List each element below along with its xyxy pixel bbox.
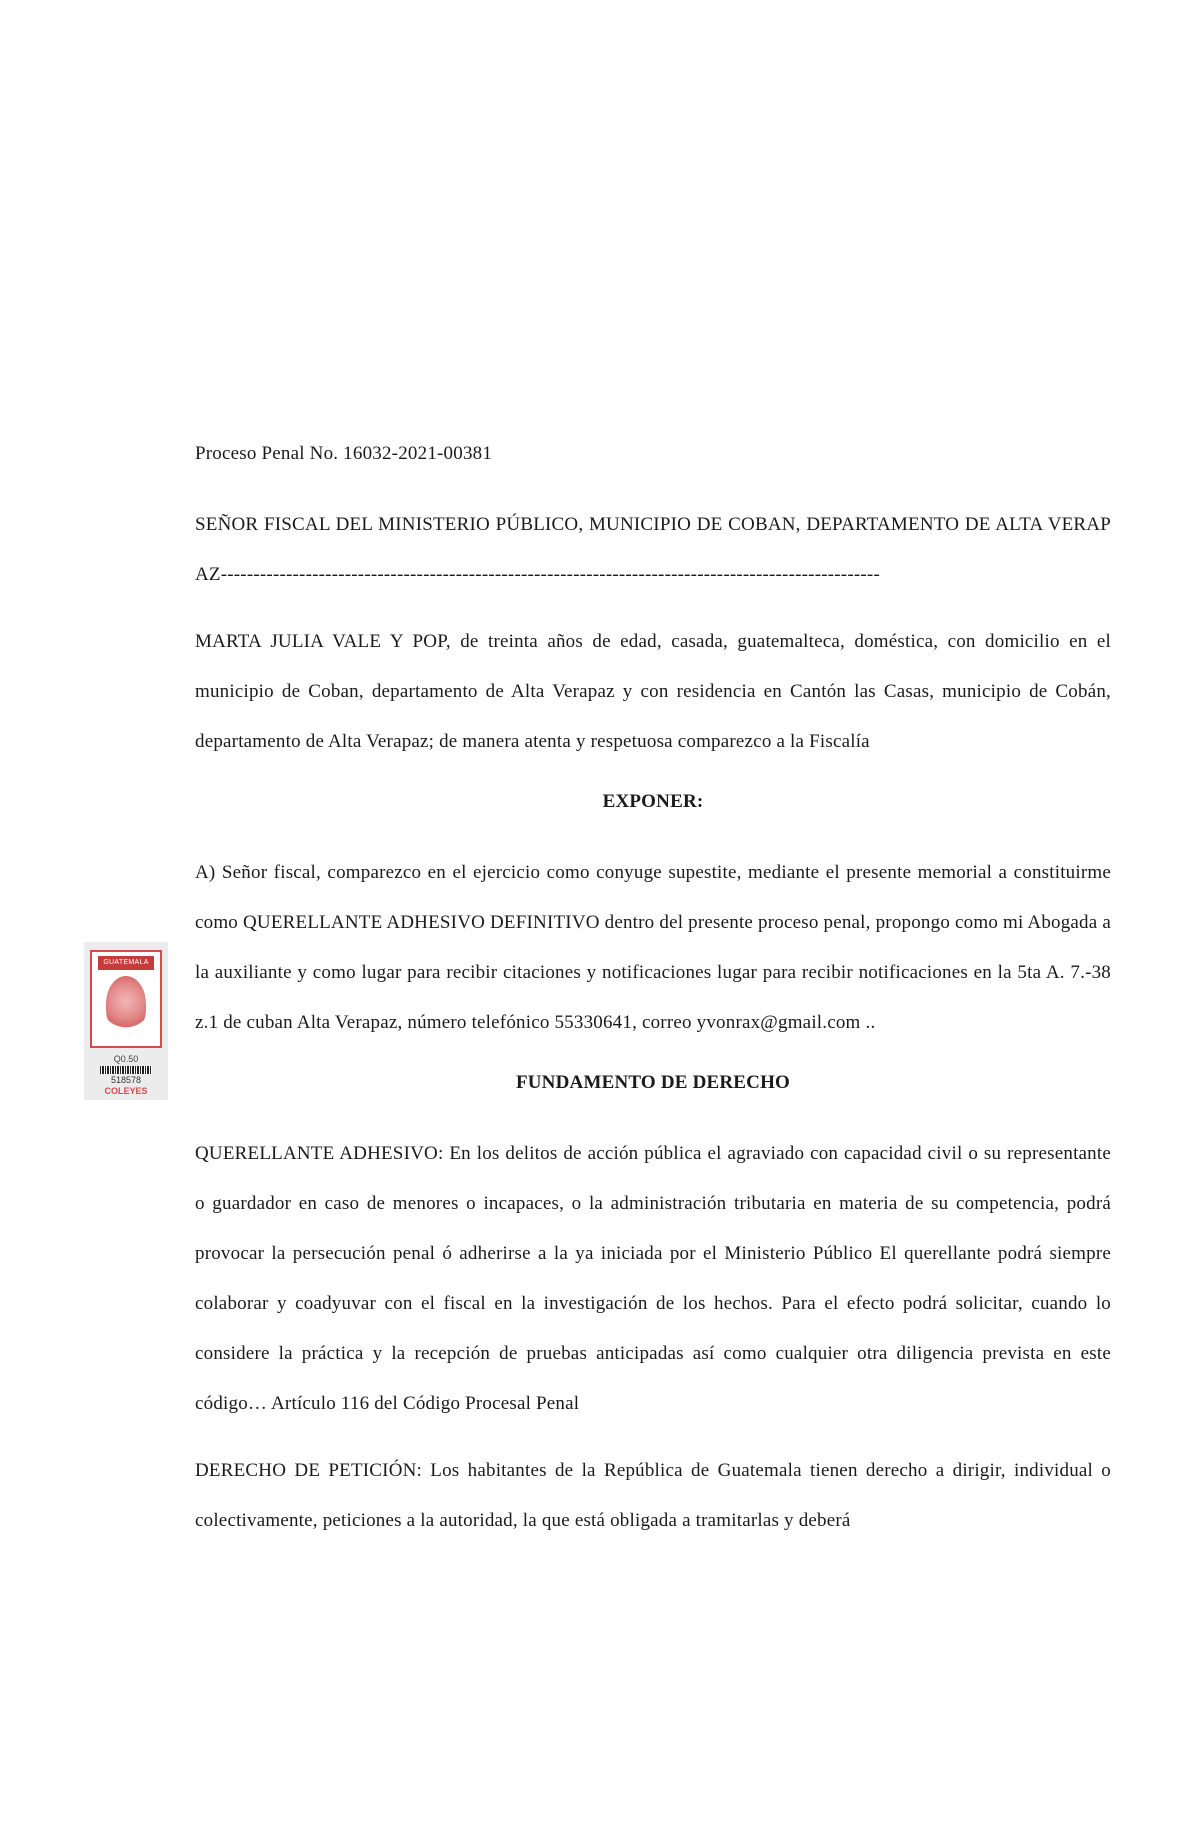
stamp-serial: 518578 [110, 1075, 142, 1085]
peticion-paragraph: DERECHO DE PETICIÓN: Los habitantes de la República de Guatemala tienen derecho a dirigir, individual o colectivamente, peticiones a la autoridad, la que está obligada a tramitarlas y deberá [195, 1460, 1111, 1531]
stamp-band: GUATEMALA [98, 956, 154, 970]
case-reference: Proceso Penal No. 16032-2021-00381 [195, 443, 493, 464]
barcode-icon [100, 1066, 152, 1074]
fiscal-stamp [84, 942, 168, 1100]
querellante-paragraph: QUERELLANTE ADHESIVO: En los delitos de acción pública el agraviado con capacidad civil o su representante o guardador en caso de menores o incapaces, o la administración tributaria en materia de su competencia, podrá provocar la persecución penal ó adherirse a la ya iniciada por el Ministerio Público El querellante podrá siempre colaborar y coadyuvar con el fiscal en la investigación de los hechos. Para el efecto podrá solicitar, cuando lo considere la práctica y la recepción de pruebas anticipadas así como cualquier otra diligencia prevista en este código… Artículo 116 del Código Procesal Penal [195, 1143, 1111, 1414]
stamp-brand: COLEYES [104, 1086, 148, 1096]
document-body [195, 436, 1111, 1563]
intro-paragraph: MARTA JULIA VALE Y POP, de treinta años de edad, casada, guatemalteca, doméstica, con domicilio en el municipio de Coban, departamento de Alta Verapaz y con residencia en Cantón las Casas, municipio de Cobán, departamento de Alta Verapaz; de manera atenta y respetuosa comparezco a la Fiscalía [195, 631, 1111, 752]
stamp-frame [90, 950, 162, 1048]
section-a-paragraph: A) Señor fiscal, comparezco en el ejercicio como conyuge supestite, mediante el presente memorial a constituirme como QUERELLANTE ADHESIVO DEFINITIVO dentro del presente proceso penal, propongo como mi Abogada a la auxiliante y como lugar para recibir citaciones y notificaciones lugar para recibir notificaciones en la 5ta A. 7.-38 z.1 de cuban Alta Verapaz, número telefónico 55330641, correo yvonrax@gmail.com .. [195, 862, 1111, 1033]
stamp-value: Q0.50 [113, 1054, 139, 1064]
coat-of-arms-icon [106, 976, 146, 1032]
heading-fundamento: FUNDAMENTO DE DERECHO [515, 1072, 791, 1093]
addressee: SEÑOR FISCAL DEL MINISTERIO PÚBLICO, MUNICIPIO DE COBAN, DEPARTAMENTO DE ALTA VERAPAZ----------------------------------------------------------------------------------------------------- [195, 514, 1111, 585]
heading-exponer: EXPONER: [602, 791, 704, 812]
